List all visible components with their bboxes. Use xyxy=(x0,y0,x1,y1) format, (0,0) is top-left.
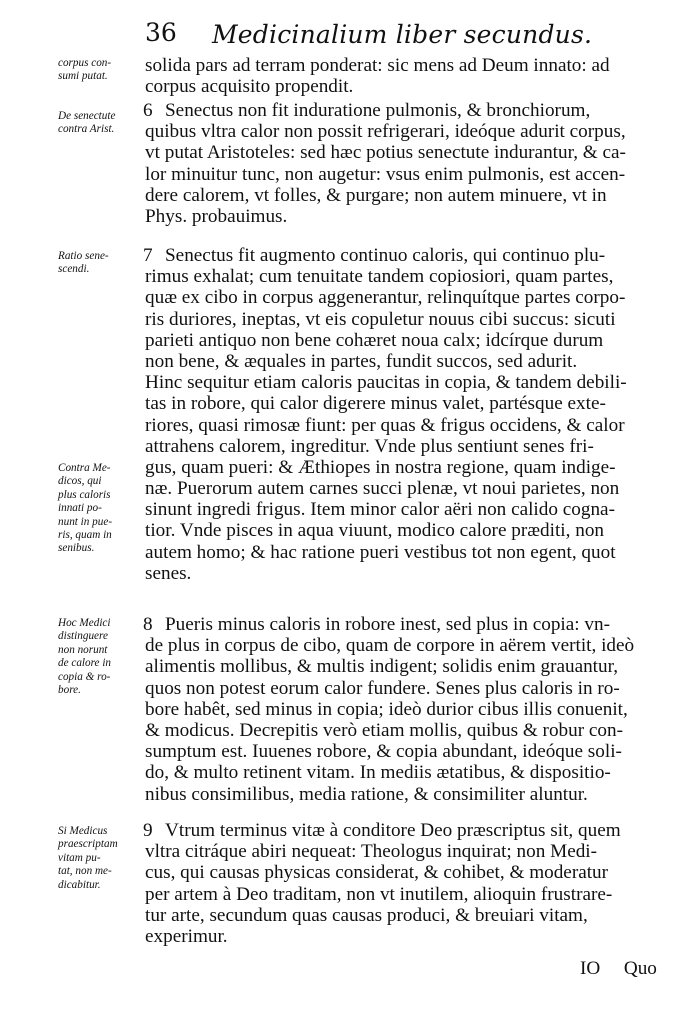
margin-note-line: senibus. xyxy=(58,542,95,555)
text-line: & modicus. Decrepitis verò etiam mollis, quibus & robur con- xyxy=(145,719,624,741)
margin-note xyxy=(58,250,144,277)
margin-note-line: sumi putat. xyxy=(58,70,108,83)
text-line: experimur. xyxy=(145,925,228,947)
text-line: bore habêt, sed minus in copia; ideò durior cibus illis conuenit, xyxy=(145,698,628,720)
text-line: do, & multo retinent vitam. In mediis ætatibus, & dispositio- xyxy=(145,762,611,784)
text-line: quæ ex cibo in corpus aggenerantur, relinquítque partes corpo- xyxy=(145,287,626,309)
text-line: sumptum est. Iuuenes robore, & copia abundant, ideóque soli- xyxy=(145,741,622,763)
margin-note-line: tat, non me- xyxy=(58,865,112,878)
text-line: Phys. probauimus. xyxy=(145,205,288,227)
text-line: de plus in corpus de cibo, quam de corpore in aërem vertit, ideò xyxy=(145,635,635,657)
paragraph-number: 8 xyxy=(143,614,153,635)
text-line: parieti antiquo non bene cohæret noua calx; idcírque durum xyxy=(145,329,604,351)
margin-note-line: de calore in xyxy=(58,657,112,670)
margin-note-line: Si Medicus xyxy=(58,825,108,837)
text-line: tur arte, secundum quas causas produci, & breuiari vitam, xyxy=(145,904,588,926)
margin-note-line: Hoc Medici xyxy=(58,617,111,629)
margin-note xyxy=(58,110,144,137)
text-line: riores, quasi rimosæ fiunt: per quas & frigus occidens, & calor xyxy=(145,414,625,436)
paragraph xyxy=(145,614,681,805)
text-line: Hinc sequitur etiam caloris paucitas in copia, & tandem debili- xyxy=(145,372,627,394)
margin-note-line: dicabitur. xyxy=(58,878,101,891)
signature-mark: IO xyxy=(580,958,601,979)
text-line: dere calorem, vt folles, & purgare; non autem minuere, vt in xyxy=(145,184,607,206)
text-line: quibus vltra calor non possit refrigerari, ideóque adurit corpus, xyxy=(145,121,626,143)
margin-note xyxy=(58,57,144,84)
margin-note-line: distinguere xyxy=(58,630,108,643)
margin-note-line: praescriptam xyxy=(58,838,118,851)
text-line: vltra citráque abiri nequeat: Theologus inquirat; non Medi- xyxy=(145,841,598,863)
margin-note-line: copia & ro- xyxy=(58,670,111,683)
margin-note-line: De senectute xyxy=(58,110,116,122)
text-line: næ. Puerorum autem carnes succi plenæ, vt noui parietes, non xyxy=(145,478,620,500)
margin-note-line: scendi. xyxy=(58,263,90,276)
margin-note-line: dicos, qui xyxy=(58,475,102,488)
running-title: Medicinalium liber secundus. xyxy=(212,20,593,49)
text-line: per artem à Deo traditam, non vt inutilem, alioquin frustrare- xyxy=(145,883,613,905)
paragraph xyxy=(145,245,681,584)
paragraph-number: 7 xyxy=(143,245,153,266)
text-line: autem homo; & hac ratione pueri vestibus tot non egent, quot xyxy=(145,541,616,563)
paragraph-number: 9 xyxy=(143,820,153,841)
text-line: vt putat Aristoteles: sed hæc potius senectute indurantur, & ca- xyxy=(145,142,626,164)
paragraph xyxy=(145,820,681,947)
margin-note-line: bore. xyxy=(58,684,81,697)
text-line: ris duriores, ineptas, vt eis copuletur nouus cibi succus: sicuti xyxy=(145,308,616,330)
margin-note-line: innati po- xyxy=(58,502,102,515)
catchword: Quo xyxy=(623,958,657,979)
margin-note-line: contra Arist. xyxy=(58,123,115,136)
text-line: tas in robore, qui calor digerere minus valet, partésque exte- xyxy=(145,393,606,415)
text-line: senes. xyxy=(145,562,192,584)
paragraph-number: 6 xyxy=(143,100,153,121)
text-line: quos non potest eorum calor fundere. Senes plus caloris in ro- xyxy=(145,677,620,699)
text-line: Senectus non fit induratione pulmonis, & bronchiorum, xyxy=(165,100,591,121)
text-line: rimus exhalat; cum tenuitate tandem copiosiori, quam partes, xyxy=(145,266,614,288)
margin-note-line: Contra Me- xyxy=(58,462,111,474)
margin-note xyxy=(58,617,144,697)
text-line: Senectus fit augmento continuo caloris, qui continuo plu- xyxy=(165,245,606,266)
text-line: Vtrum terminus vitæ à conditore Deo præscriptus sit, quem xyxy=(165,820,621,841)
page-header xyxy=(0,10,700,49)
margin-note xyxy=(58,462,144,556)
page-number: 36 xyxy=(145,18,177,47)
paragraph xyxy=(145,100,681,227)
text-line: corpus acquisito propendit. xyxy=(145,76,354,98)
margin-note-line: non norunt xyxy=(58,643,108,656)
text-line: lor minuitur tunc, non augetur: vsus enim pulmonis, est accen- xyxy=(145,163,626,185)
text-line: sinunt ingredi frigus. Item minor calor aëri non calido cogna- xyxy=(145,499,615,521)
text-line: solida pars ad terram ponderat: sic mens ad Deum innato: ad xyxy=(145,55,610,76)
margin-note-line: vitam pu- xyxy=(58,851,101,864)
text-line: gus, quam pueri: & Æthiopes in nostra regione, quam indige- xyxy=(145,456,616,478)
text-line: alimentis mollibus, & multis indigent; solidis enim grauantur, xyxy=(145,656,619,678)
text-line: Pueris minus caloris in robore inest, sed plus in copia: vn- xyxy=(165,614,610,635)
margin-note xyxy=(58,825,144,892)
margin-note-line: corpus con- xyxy=(58,57,112,69)
margin-note-line: plus caloris xyxy=(58,488,111,501)
paragraph xyxy=(145,55,681,97)
text-line: tior. Vnde pisces in aqua viuunt, modico calore præditi, non xyxy=(145,520,605,542)
margin-note-line: ris, quam in xyxy=(58,529,112,542)
text-line: nibus consimilibus, media ratione, & consimiliter aluntur. xyxy=(145,783,588,805)
page-footer xyxy=(580,958,657,979)
text-line: cus, qui causas physicas considerat, & cohibet, & moderatur xyxy=(145,862,609,884)
margin-note-line: Ratio sene- xyxy=(58,250,109,262)
text-line: non bene, & æquales in partes, fundit succos, sed adurit. xyxy=(145,350,578,372)
margin-note-line: nunt in pue- xyxy=(58,515,113,528)
text-line: attrahens calorem, ingreditur. Vnde plus sentiunt senes fri- xyxy=(145,435,594,457)
